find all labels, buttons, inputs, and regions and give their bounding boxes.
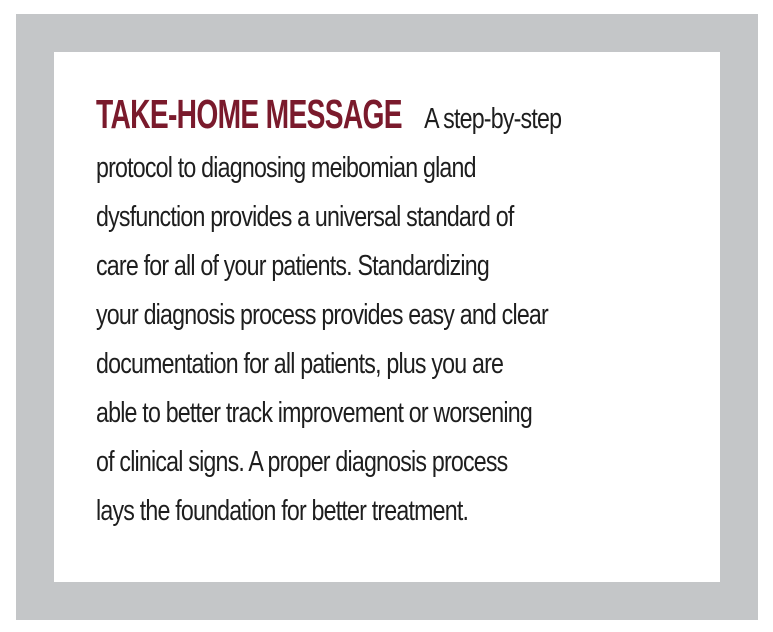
- callout-box: [54, 52, 720, 582]
- body-line: able to better track improvement or worsening: [96, 397, 532, 429]
- body-line: care for all of your patients. Standardizing: [96, 250, 489, 282]
- callout-frame: [16, 14, 758, 620]
- callout-heading: TAKE-HOME MESSAGE: [96, 91, 402, 137]
- body-line: [96, 90, 684, 144]
- body-line-text: A step-by-step: [424, 103, 562, 135]
- body-line: lays the foundation for better treatment.: [96, 495, 469, 527]
- body-line: protocol to diagnosing meibomian gland: [96, 152, 476, 184]
- body-line: your diagnosis process provides easy and clear: [96, 299, 548, 331]
- callout-body: [96, 90, 684, 536]
- body-line: dysfunction provides a universal standard of: [96, 201, 514, 233]
- body-line: documentation for all patients, plus you are: [96, 348, 504, 380]
- body-line: of clinical signs. A proper diagnosis process: [96, 446, 508, 478]
